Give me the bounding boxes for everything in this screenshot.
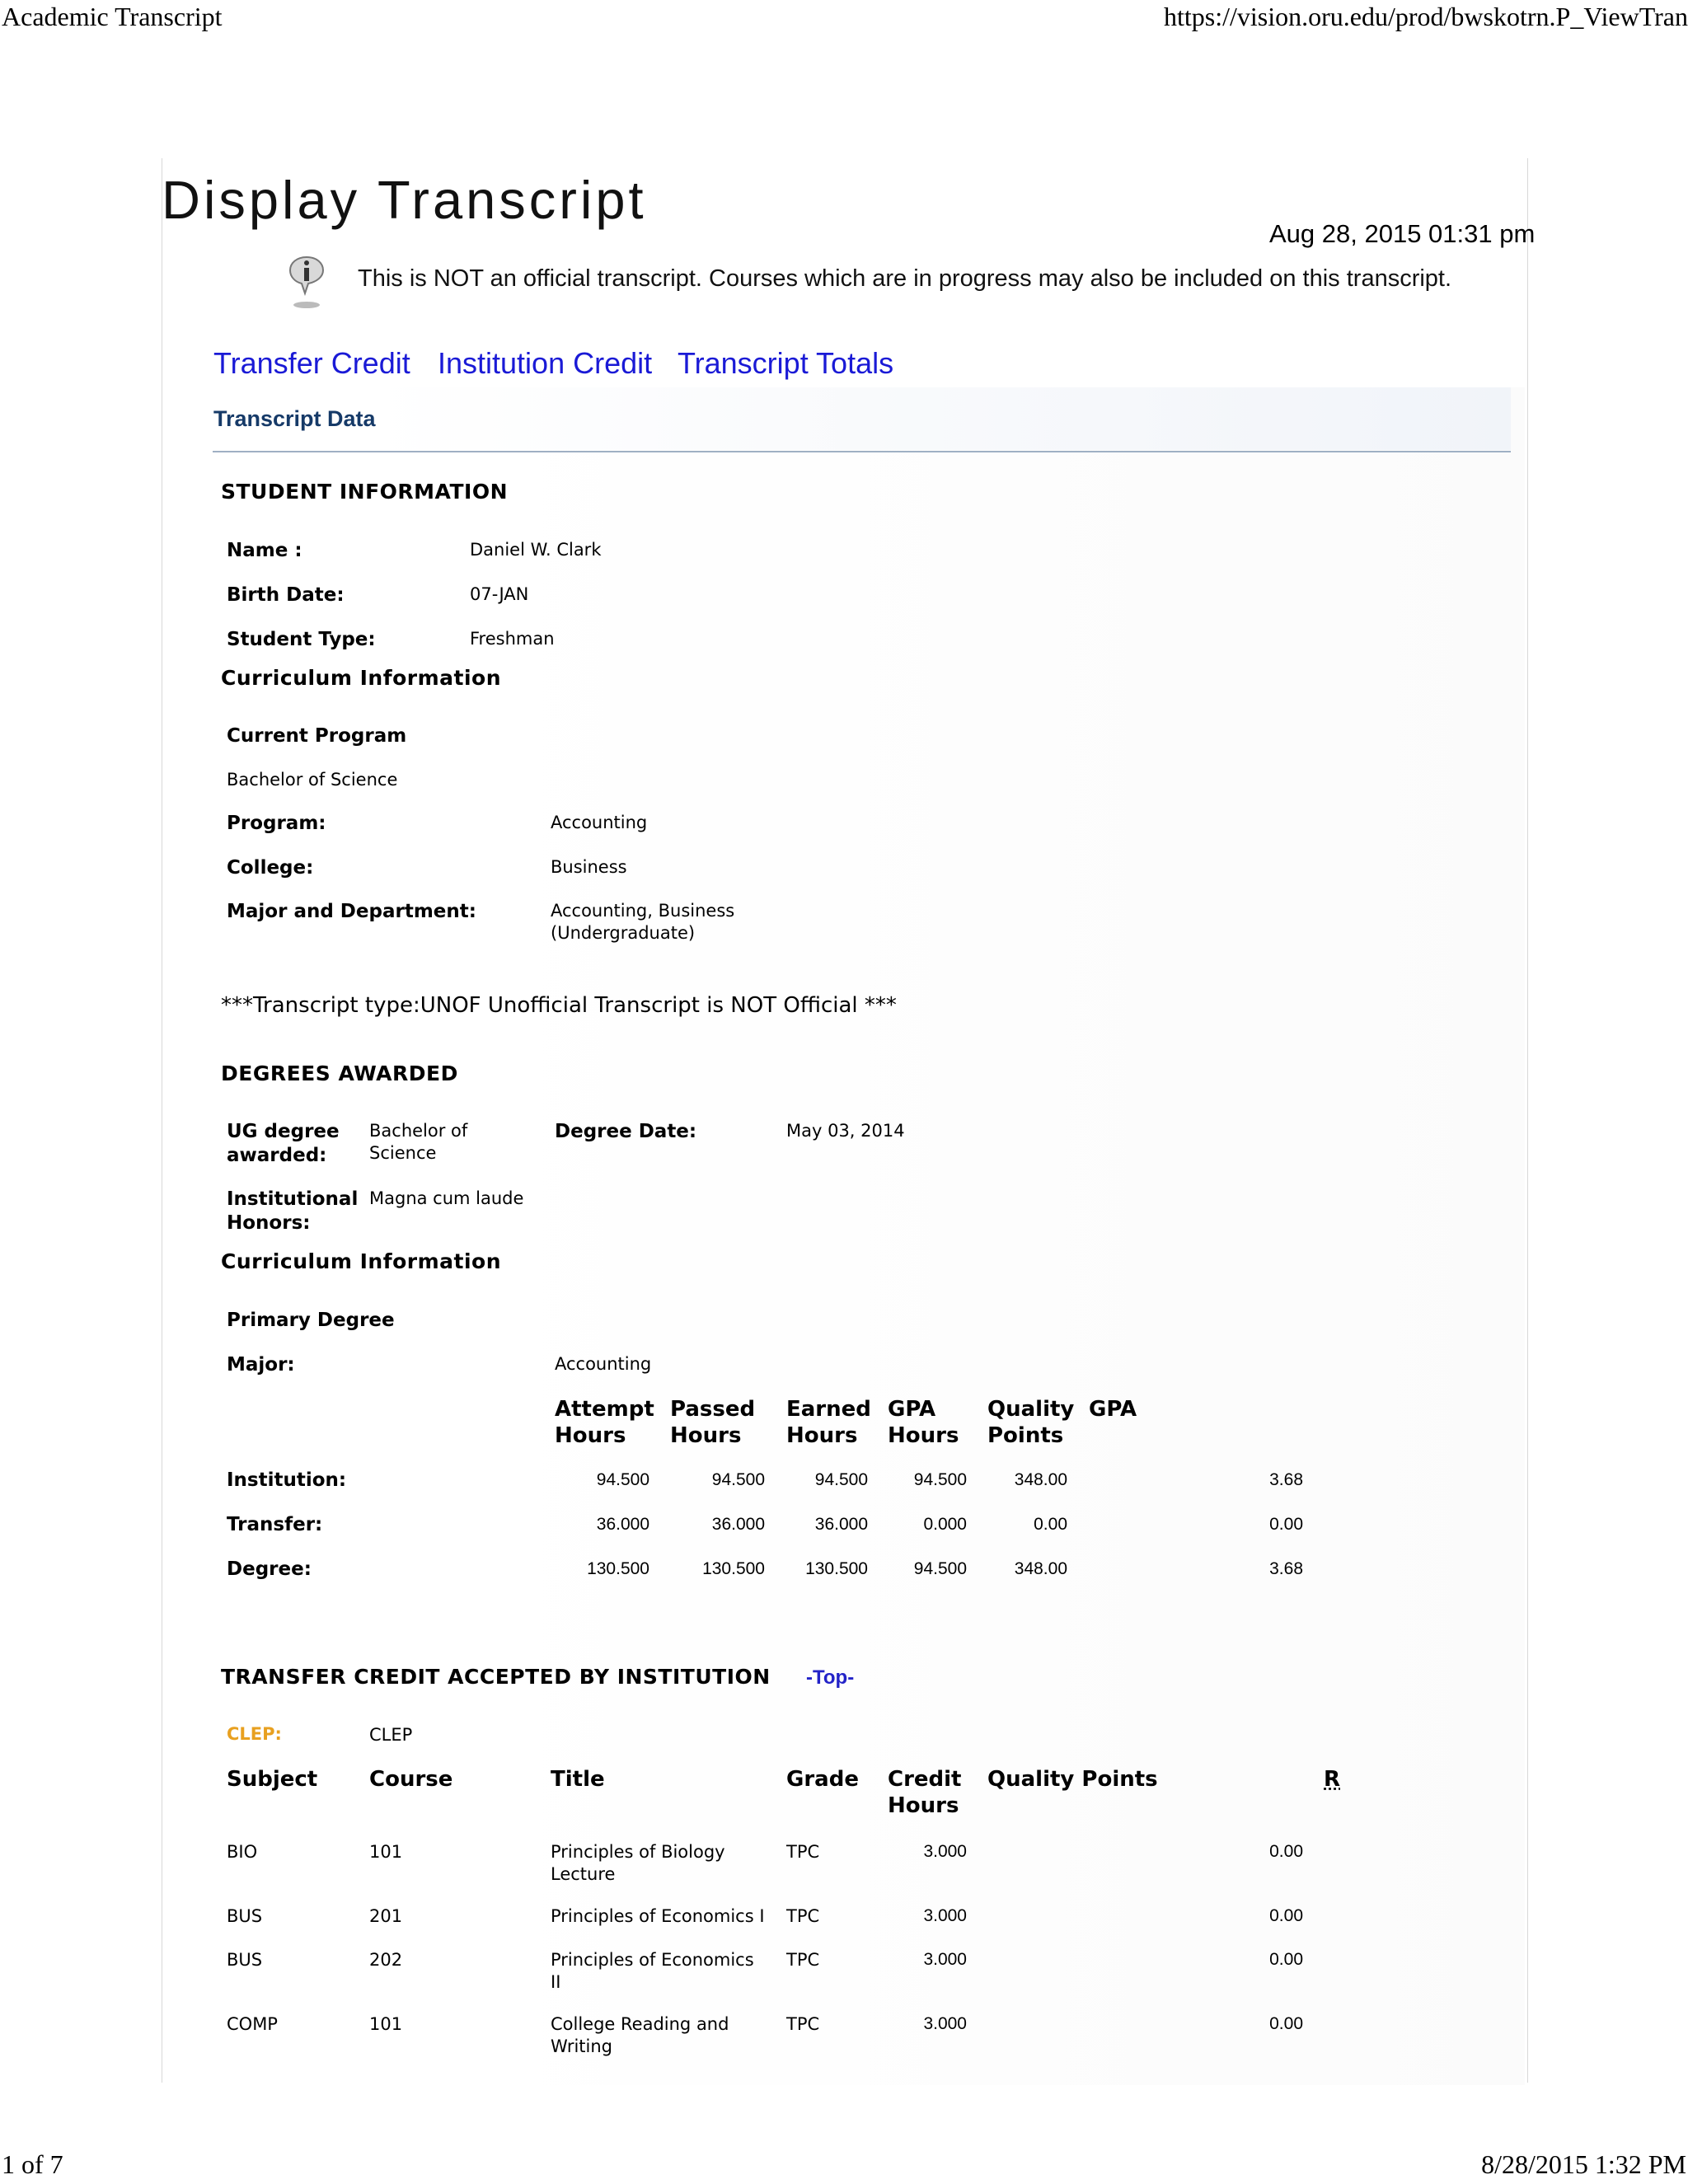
- course-credit-hours: 3.000: [923, 1906, 967, 1925]
- college-value: Business: [551, 857, 627, 877]
- ug-degree-label-line2: awarded:: [227, 1145, 327, 1166]
- info-icon: [288, 255, 325, 310]
- course-subject: COMP: [227, 2014, 278, 2034]
- totals-degree-gpa-hours: 94.500: [913, 1559, 967, 1578]
- birth-date-label: Birth Date:: [227, 584, 345, 606]
- print-footer-datetime: 8/28/2015 1:32 PM: [1481, 2149, 1686, 2179]
- nav-transcript-totals[interactable]: Transcript Totals: [678, 346, 894, 380]
- totals-degree-passed: 130.500: [702, 1559, 765, 1578]
- totals-institution-quality-points: 348.00: [1014, 1470, 1067, 1489]
- ug-degree-value-line1: Bachelor of: [369, 1121, 468, 1141]
- section-divider: [213, 451, 1511, 452]
- totals-row-degree-label: Degree:: [227, 1558, 312, 1580]
- course-grade: TPC: [786, 2014, 820, 2034]
- clep-label: CLEP:: [227, 1724, 282, 1744]
- major-label: Major:: [227, 1354, 295, 1376]
- course-grade: TPC: [786, 1842, 820, 1862]
- course-quality-points: 0.00: [1269, 1906, 1303, 1925]
- student-type-label: Student Type:: [227, 629, 376, 650]
- course-credit-hours: 3.000: [923, 2014, 967, 2033]
- course-title-line1: Principles of Economics I: [551, 1906, 765, 1926]
- major-value: Accounting: [555, 1354, 652, 1374]
- degrees-awarded-heading: DEGREES AWARDED: [221, 1062, 458, 1085]
- course-credit-hours: 3.000: [923, 1950, 967, 1969]
- page-title: Display Transcript: [162, 170, 647, 230]
- totals-degree-attempt: 130.500: [587, 1559, 649, 1578]
- primary-degree-label: Primary Degree: [227, 1310, 395, 1331]
- program-value: Accounting: [551, 813, 648, 832]
- name-label: Name :: [227, 540, 302, 561]
- course-title-line1: College Reading and: [551, 2014, 729, 2034]
- curriculum-heading: Curriculum Information: [221, 666, 502, 690]
- college-label: College:: [227, 857, 314, 879]
- course-number: 201: [369, 1906, 403, 1926]
- totals-degree-gpa: 3.68: [1269, 1559, 1303, 1578]
- name-value: Daniel W. Clark: [470, 540, 602, 560]
- totals-header-gpa-hours: GPA Hours: [888, 1397, 959, 1448]
- major-department-label: Major and Department:: [227, 901, 476, 922]
- course-subject: BUS: [227, 1906, 263, 1926]
- print-footer-page: 1 of 7: [2, 2149, 63, 2179]
- col-header-grade: Grade: [786, 1767, 859, 1792]
- totals-degree-earned: 130.500: [805, 1559, 868, 1578]
- totals-degree-quality-points: 348.00: [1014, 1559, 1067, 1578]
- totals-institution-earned: 94.500: [814, 1470, 868, 1489]
- current-program-label: Current Program: [227, 725, 407, 747]
- totals-transfer-gpa: 0.00: [1269, 1515, 1303, 1534]
- print-header-title: Academic Transcript: [2, 2, 223, 31]
- totals-institution-passed: 94.500: [711, 1470, 765, 1489]
- col-header-r: R: [1324, 1767, 1341, 1792]
- totals-header-quality-points: Quality Points: [987, 1397, 1075, 1448]
- degree-date-label: Degree Date:: [555, 1121, 697, 1142]
- totals-transfer-gpa-hours: 0.000: [923, 1515, 967, 1534]
- totals-header-attempt: Attempt Hours: [555, 1397, 654, 1448]
- course-quality-points: 0.00: [1269, 1950, 1303, 1969]
- totals-transfer-quality-points: 0.00: [1034, 1515, 1067, 1534]
- course-title-line2: Lecture: [551, 1864, 616, 1884]
- course-subject: BIO: [227, 1842, 258, 1862]
- totals-header-earned: Earned Hours: [786, 1397, 871, 1448]
- totals-institution-attempt: 94.500: [596, 1470, 649, 1489]
- totals-header-passed: Passed Hours: [670, 1397, 756, 1448]
- course-credit-hours: 3.000: [923, 1842, 967, 1861]
- totals-row-transfer-label: Transfer:: [227, 1514, 323, 1535]
- col-header-credit-hours: Credit Hours: [888, 1767, 962, 1818]
- honors-label-line2: Honors:: [227, 1212, 311, 1234]
- degree-date-value: May 03, 2014: [786, 1121, 905, 1141]
- course-grade: TPC: [786, 1906, 820, 1926]
- totals-transfer-earned: 36.000: [814, 1515, 868, 1534]
- totals-institution-gpa-hours: 94.500: [913, 1470, 967, 1489]
- totals-transfer-passed: 36.000: [711, 1515, 765, 1534]
- totals-header-gpa: GPA: [1089, 1397, 1137, 1422]
- transfer-credit-heading: TRANSFER CREDIT ACCEPTED BY INSTITUTION: [221, 1665, 771, 1689]
- course-number: 101: [369, 1842, 403, 1862]
- transcript-data-bar: [213, 387, 1511, 450]
- course-title-line1: Principles of Biology: [551, 1842, 725, 1862]
- ug-degree-value-line2: Science: [369, 1143, 437, 1163]
- course-number: 202: [369, 1950, 403, 1970]
- transcript-type-note: ***Transcript type:UNOF Unofficial Transcript is NOT Official ***: [221, 993, 897, 1018]
- honors-label-line1: Institutional: [227, 1188, 359, 1210]
- honors-value: Magna cum laude: [369, 1188, 524, 1208]
- col-header-quality-points: Quality Points: [987, 1767, 1158, 1792]
- col-header-subject: Subject: [227, 1767, 318, 1792]
- course-subject: BUS: [227, 1950, 263, 1970]
- clep-value: CLEP: [369, 1725, 413, 1745]
- student-info-heading: STUDENT INFORMATION: [221, 480, 508, 504]
- col-header-title: Title: [551, 1767, 605, 1792]
- course-quality-points: 0.00: [1269, 2014, 1303, 2033]
- col-header-course: Course: [369, 1767, 453, 1792]
- major-department-value-line2: (Undergraduate): [551, 923, 696, 943]
- page-frame-right: [1527, 158, 1528, 2083]
- totals-row-institution-label: Institution:: [227, 1469, 347, 1491]
- course-quality-points: 0.00: [1269, 1842, 1303, 1861]
- course-title-line2: II: [551, 1972, 561, 1992]
- top-link[interactable]: -Top-: [806, 1666, 855, 1689]
- birth-date-value: 07-JAN: [470, 584, 529, 604]
- program-label: Program:: [227, 813, 326, 834]
- major-department-value-line1: Accounting, Business: [551, 901, 735, 921]
- timestamp: Aug 28, 2015 01:31 pm: [1269, 219, 1536, 248]
- course-grade: TPC: [786, 1950, 820, 1970]
- unofficial-notice: This is NOT an official transcript. Courses which are in progress may also be included on this transcript.: [358, 265, 1452, 292]
- nav-transfer-credit[interactable]: Transfer Credit: [213, 346, 410, 380]
- course-title-line1: Principles of Economics: [551, 1950, 754, 1970]
- curriculum-heading-2: Curriculum Information: [221, 1249, 502, 1273]
- course-title-line2: Writing: [551, 2036, 612, 2056]
- student-type-value: Freshman: [470, 629, 555, 649]
- totals-transfer-attempt: 36.000: [596, 1515, 649, 1534]
- current-program-value: Bachelor of Science: [227, 770, 398, 790]
- totals-institution-gpa: 3.68: [1269, 1470, 1303, 1489]
- ug-degree-label-line1: UG degree: [227, 1121, 340, 1142]
- nav-institution-credit[interactable]: Institution Credit: [438, 346, 653, 380]
- course-number: 101: [369, 2014, 403, 2034]
- content-shade: [474, 387, 1525, 2085]
- print-header-url: https://vision.oru.edu/prod/bwskotrn.P_ViewTran: [1163, 2, 1688, 31]
- transcript-data-title: Transcript Data: [213, 406, 376, 431]
